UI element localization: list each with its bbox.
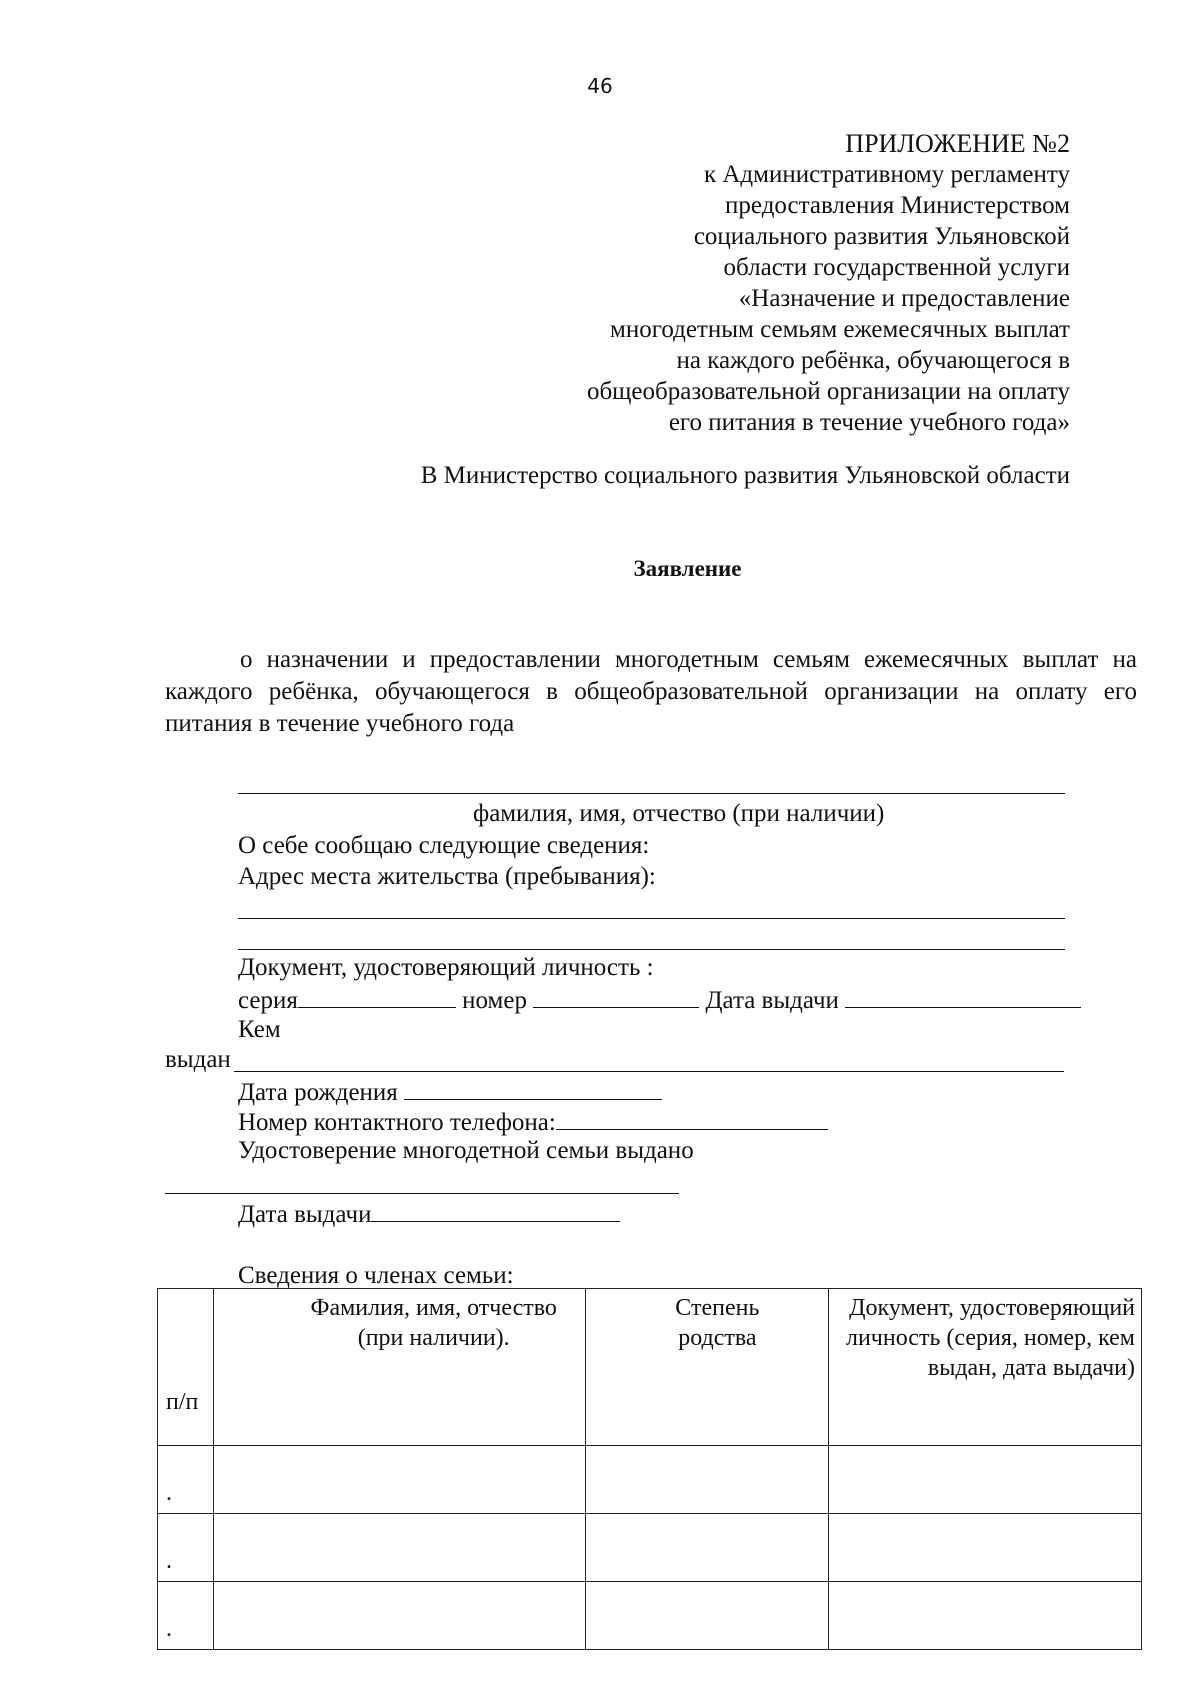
row-relation-cell[interactable] [586,1582,829,1650]
appendix-line: на каждого ребёнка, обучающегося в [676,347,1070,374]
series-input-line[interactable] [298,985,456,1008]
issued-by-label-part2: выдан [165,1046,231,1073]
fio-input-line[interactable] [238,793,1065,794]
fio-caption: фамилия, имя, отчество (при наличии) [473,800,885,827]
table-row [158,1582,1142,1650]
certificate-date-row [238,1199,620,1229]
application-subject: о назначении и предоставлении многодетным семьям ежемесячных выплат на каждого ребёнка, обучающегося в общеобразовательной организации на оплату его питания в течение учебного года [165,646,1137,737]
certificate-date-input-line[interactable] [371,1199,620,1222]
issued-by-input-line[interactable] [234,1071,1064,1072]
row-relation-cell[interactable] [586,1446,829,1514]
appendix-line: многодетным семьям ежемесячных выплат [610,316,1070,343]
row-name-cell[interactable] [213,1446,586,1514]
phone-label: Номер контактного телефона: [238,1109,556,1136]
issue-date-label: Дата выдачи [705,987,839,1014]
header-document: Документ, удостоверяющий личность (серия, номер, кем выдан, дата выдачи) [829,1289,1142,1446]
phone-row [238,1107,828,1137]
appendix-line: общеобразовательной организации на оплату [586,378,1070,405]
issued-by-label-part1: Кем [238,1016,281,1043]
certificate-label: Удостоверение многодетной семьи выдано [238,1137,694,1164]
birth-date-input-line[interactable] [404,1077,662,1100]
birth-date-row [238,1077,662,1107]
table-row [158,1446,1142,1514]
about-self-label: О себе сообщаю следующие сведения: [238,832,650,859]
row-document-cell[interactable] [829,1582,1142,1650]
appendix-line: «Назначение и предоставление [738,285,1070,312]
table-row [158,1514,1142,1582]
row-document-cell[interactable] [829,1446,1142,1514]
address-input-line-1[interactable] [238,918,1065,919]
row-document-cell[interactable] [829,1514,1142,1582]
header-relation: Степень родства [586,1289,829,1446]
row-name-cell[interactable] [213,1582,586,1650]
address-label: Адрес места жительства (пребывания): [238,863,656,890]
page-number: 46 [587,74,613,98]
birth-date-label: Дата рождения [238,1079,398,1106]
row-num: . [158,1582,214,1650]
issue-date-input-line[interactable] [845,985,1081,1008]
certificate-issuer-input-line[interactable] [165,1193,679,1194]
appendix-line: к Административному регламенту [703,161,1070,188]
number-label: номер [462,987,527,1014]
table-header-row [158,1289,1142,1446]
family-members-table [157,1288,1142,1650]
family-members-label: Сведения о членах семьи: [238,1262,514,1289]
address-input-line-2[interactable] [238,949,1065,950]
addressee: В Министерство социального развития Ульяновской области [420,462,1070,489]
id-document-label: Документ, удостоверяющий личность : [238,954,654,981]
series-label: серия [238,987,298,1014]
row-num: . [158,1446,214,1514]
id-series-number-date-row [238,985,1081,1015]
appendix-line: социального развития Ульяновской [693,223,1070,250]
document-title: Заявление [633,556,742,581]
appendix-line: предоставления Министерством [725,192,1070,219]
appendix-block [587,128,1070,438]
appendix-title: ПРИЛОЖЕНИЕ №2 [845,129,1070,158]
certificate-date-label: Дата выдачи [238,1201,372,1228]
header-num: п/п [158,1289,214,1446]
header-name: Фамилия, имя, отчество (при наличии). [213,1289,586,1446]
row-num: . [158,1514,214,1582]
row-relation-cell[interactable] [586,1514,829,1582]
appendix-line: его питания в течение учебного года» [668,409,1070,436]
number-input-line[interactable] [533,985,699,1008]
appendix-line: области государственной услуги [723,254,1070,281]
phone-input-line[interactable] [556,1107,828,1130]
row-name-cell[interactable] [213,1514,586,1582]
